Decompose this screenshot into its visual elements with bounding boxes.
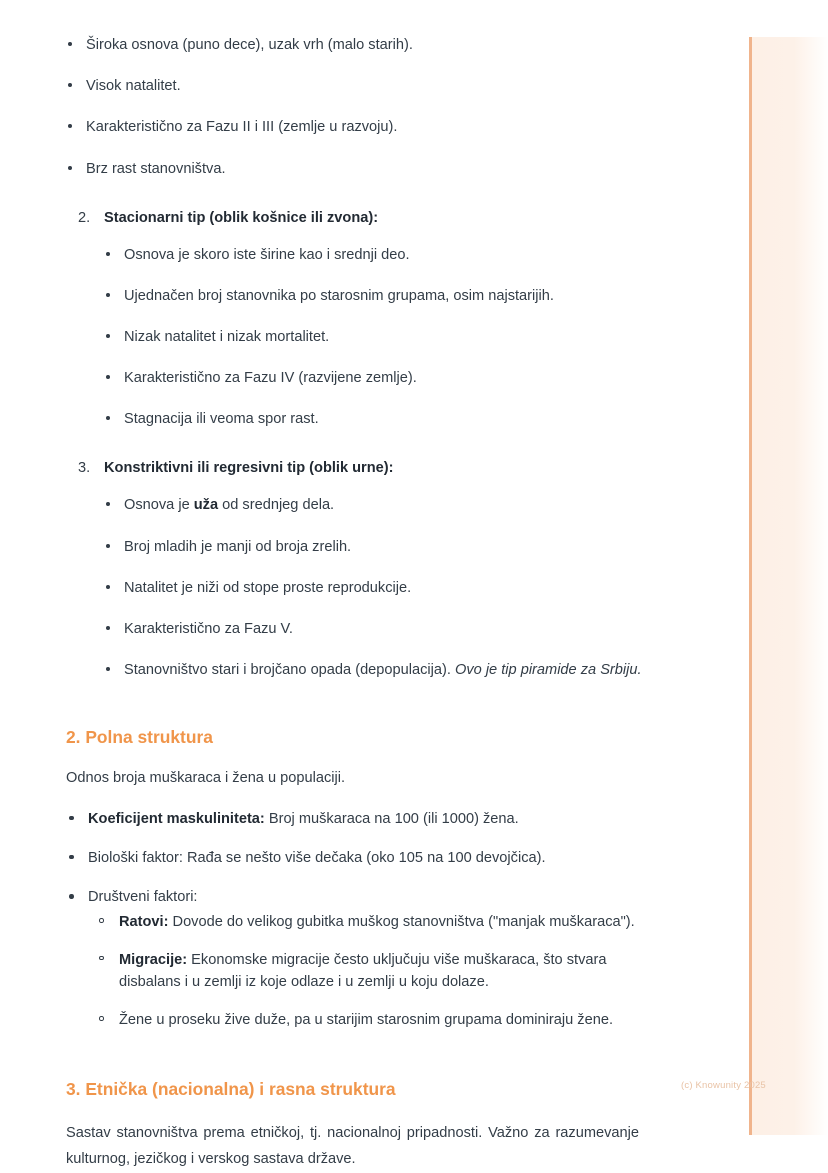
bullet-dot-icon	[68, 42, 72, 46]
bullet-dot-icon	[106, 626, 110, 630]
bullet-dot-icon	[106, 416, 110, 420]
list-item-title: Stacionarni tip (oblik košnice ili zvona):	[104, 209, 379, 226]
bullet-dot-icon	[106, 667, 110, 671]
list-item-text: Broj mladih je manji od broja zrelih.	[124, 538, 352, 555]
list-item-text: Karakteristično za Fazu IV (razvijene zemlje).	[124, 370, 417, 387]
list-item	[96, 911, 668, 934]
drustveni-faktori-sublist	[88, 911, 668, 1031]
bullet-dot-icon	[106, 502, 110, 506]
list-item	[104, 244, 668, 266]
bullet-dot-icon	[106, 334, 110, 338]
list-item	[104, 367, 668, 389]
list-item	[104, 408, 668, 430]
bullet-dot-icon	[106, 375, 110, 379]
list-item-label: Ratovi:	[119, 914, 169, 931]
bullet-dot-icon	[68, 124, 72, 128]
list-item-text: Broj muškaraca na 100 (ili 1000) žena.	[264, 810, 519, 827]
list-item-text: Široka osnova (puno dece), uzak vrh (malo starih).	[86, 37, 413, 53]
bullet-dot-icon	[106, 293, 110, 297]
section-heading-etnicka: 3. Etnička (nacionalna) i rasna struktura	[66, 1078, 396, 1099]
list-item-text: Ujednačen broj stanovnika po starosnim grupama, osim najstarijih.	[124, 287, 554, 304]
list-item-text: Društveni faktori:	[88, 889, 198, 906]
list-item	[104, 618, 668, 640]
list-item-italic-note: Ovo je tip piramide za Srbiju.	[455, 662, 642, 679]
list-item	[104, 536, 668, 558]
list-item-text: Nizak natalitet i nizak mortalitet.	[124, 328, 330, 345]
list-item-text: Dovode do velikog gubitka muškog stanovništva ("manjak muškaraca").	[168, 914, 635, 931]
bullet-dot-icon	[106, 544, 110, 548]
list-item	[104, 326, 668, 348]
list-item-label: Koeficijent maskuliniteta:	[88, 810, 265, 827]
list-item-emphasis: uža	[193, 497, 219, 514]
list-item-text: Karakteristično za Fazu II i III (zemlje u razvoju).	[86, 119, 398, 136]
list-item	[104, 577, 668, 599]
numbered-item	[78, 208, 668, 431]
list-item-text: Biološki faktor: Rađa se nešto više dečaka (oko 105 na 100 devojčica).	[88, 849, 546, 866]
list-item-text: Žene u proseku žive duže, pa u starijim starosnim grupama dominiraju žene.	[119, 1012, 613, 1029]
list-item-text-post: od srednjeg dela.	[218, 497, 335, 514]
watermark: (c) Knowunity 2025	[681, 1080, 766, 1091]
list-item-text: Osnova je skoro iste širine kao i srednji deo.	[124, 246, 410, 263]
list-item-title: Konstriktivni ili regresivni tip (oblik urne):	[104, 460, 394, 477]
bullet-dot-icon	[106, 252, 110, 256]
list-item	[66, 116, 668, 138]
list-item	[104, 659, 668, 681]
section-heading-polna: 2. Polna struktura	[66, 727, 213, 748]
list-item	[104, 494, 668, 516]
bullet-dot-icon	[106, 585, 110, 589]
bullet-dot-icon	[69, 855, 74, 860]
section-lead-paragraph: Odnos broja muškaraca i žena u populaciji.	[66, 769, 346, 786]
bullet-dot-icon	[68, 83, 72, 87]
list-item	[66, 808, 668, 830]
list-item	[66, 847, 668, 869]
list-item-text: Brz rast stanovništva.	[86, 160, 226, 177]
list-item	[96, 1009, 668, 1032]
type3-bullet-list	[104, 494, 668, 681]
list-item	[66, 75, 668, 97]
section-etnicka-struktura	[66, 1078, 668, 1173]
list-item-label: Migracije:	[119, 951, 188, 968]
list-number: 2.	[78, 209, 91, 226]
polna-bullet-list	[66, 808, 668, 1032]
list-item-text: Stanovništvo stari i brojčano opada (depopulacija).	[124, 662, 455, 679]
bullet-circle-icon	[99, 956, 104, 961]
pyramid-type-3-block	[66, 458, 668, 681]
list-number: 3.	[78, 460, 91, 477]
list-item	[96, 949, 668, 994]
list-item	[66, 886, 668, 1032]
bullet-dot-icon	[68, 166, 72, 170]
bullet-dot-icon	[69, 894, 74, 899]
list-item-text: Stagnacija ili veoma spor rast.	[124, 411, 319, 428]
list-item	[66, 158, 668, 180]
list-item	[104, 285, 668, 307]
bullet-circle-icon	[99, 1016, 104, 1021]
pyramid-type-2-block	[66, 208, 668, 431]
bullet-dot-icon	[69, 816, 74, 821]
list-item-text: Ekonomske migracije često uključuju više muškaraca, što stvara disbalans i u zemlji iz koje odlaze i u zemlji u koju dolaze.	[119, 951, 607, 991]
section-etnicka-paragraph: Sastav stanovništva prema etničkoj, tj. nacionalnoj pripadnosti. Važno za razumevanje kulturnog, jezičkog i verskog sastava države.	[66, 1125, 639, 1168]
list-item-text-pre: Osnova je	[124, 497, 194, 514]
list-item-text: Visok natalitet.	[86, 78, 181, 95]
list-item	[66, 34, 668, 56]
numbered-item	[78, 458, 668, 681]
type2-bullet-list	[104, 244, 668, 431]
bullet-circle-icon	[99, 918, 104, 923]
section-polna-struktura	[66, 726, 668, 1031]
list-item-text: Natalitet je niži od stope proste reprodukcije.	[124, 579, 412, 596]
list-item-text: Karakteristično za Fazu V.	[124, 620, 293, 637]
type1-bullet-list	[66, 34, 668, 180]
